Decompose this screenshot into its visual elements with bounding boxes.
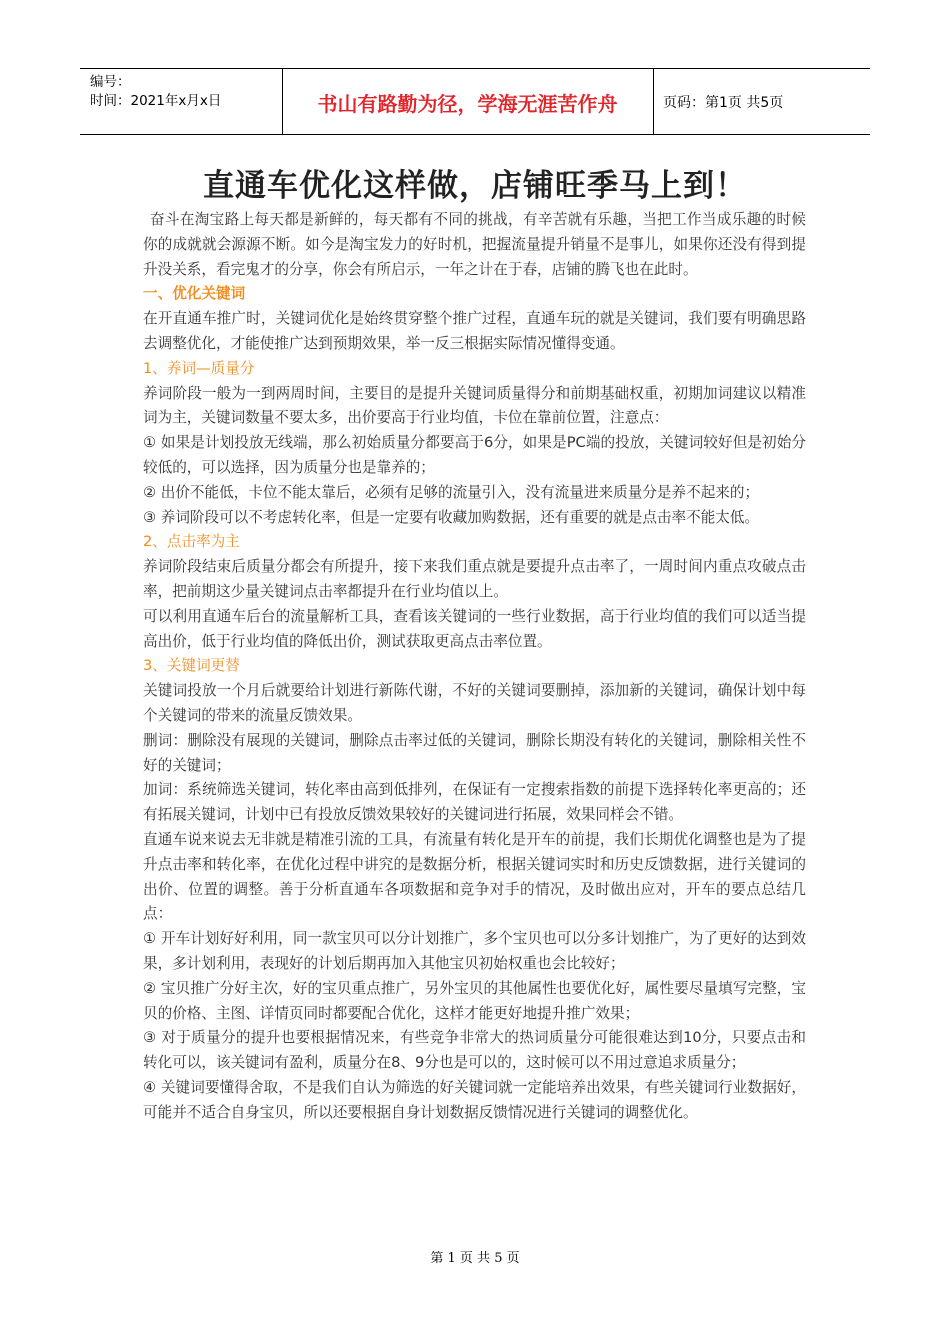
body-paragraph: ② 出价不能低，卡位不能太靠后，必须有足够的流量引入，没有流量进来质量分是养不起来的； xyxy=(143,483,760,501)
body-paragraph: ① 如果是计划投放无线端，那么初始质量分都要高于6分，如果是PC端的投放，关键词较好但是初始分较低的，可以选择，因为质量分也是靠养的； xyxy=(143,434,806,476)
subsection-heading: 1、养词—质量分 xyxy=(143,359,255,377)
body-paragraph: 直通车说来说去无非就是精准引流的工具，有流量有转化是开车的前提，我们长期优化调整也是为了提升点击率和转化率，在优化过程中讲究的是数据分析，根据关键词实时和历史反馈数据，进行关键词的出价、位置的调整。善于分析直通车各项数据和竞争对手的情况，及时做出应对，开车的要点总结几点： xyxy=(143,830,806,923)
body-paragraph: 关键词投放一个月后就要给计划进行新陈代谢，不好的关键词要删掉，添加新的关键词，确保计划中每个关键词的带来的流量反馈效果。 xyxy=(143,682,806,724)
body-paragraph: 养词阶段一般为一到两周时间，主要目的是提升关键词质量得分和前期基础权重，初期加词建议以精准词为主，关键词数量不要太多，出价要高于行业均值，卡位在靠前位置，注意点： xyxy=(143,384,806,427)
subsection-heading: 3、关键词更替 xyxy=(143,657,240,675)
body-paragraph: ① 开车计划好好利用，同一款宝贝可以分计划推广，多个宝贝也可以分多计划推广，为了更好的达到效果，多计划利用，表现好的计划后期再加入其他宝贝初始权重也会比较好； xyxy=(143,930,806,972)
body-paragraph: ④ 关键词要懂得舍取，不是我们自认为筛选的好关键词就一定能培养出效果，有些关键词行业数据好，可能并不适合自身宝贝，所以还要根据自身计划数据反馈情况进行关键词的调整优化。 xyxy=(143,1078,806,1121)
body-paragraph: ③ 对于质量分的提升也要根据情况来，有些竞争非常大的热词质量分可能很难达到10分，只要点击和转化可以，该关键词有盈利，质量分在8、9分也是可以的，这时候可以不用过意追求质量分； xyxy=(143,1029,806,1072)
document-header xyxy=(80,68,870,135)
body-paragraph: 养词阶段结束后质量分都会有所提升，接下来我们重点就是要提升点击率了，一周时间内重点攻破点击率，把前期这少量关键词点击率都提升在行业均值以上。 xyxy=(143,558,806,600)
body-paragraph: 删词：删除没有展现的关键词，删除点击率过低的关键词，删除长期没有转化的关键词，删除相关性不好的关键词； xyxy=(143,731,806,774)
body-paragraph: 加词：系统筛选关键词，转化率由高到低排列，在保证有一定搜索指数的前提下选择转化率更高的；还有拓展关键词，计划中已有投放反馈效果较好的关键词进行拓展，效果同样会不错。 xyxy=(143,781,806,824)
subsection-heading: 2、点击率为主 xyxy=(143,533,240,551)
section-heading: 一、优化关键词 xyxy=(143,285,246,303)
header-divider-right xyxy=(653,69,654,134)
document-body xyxy=(143,208,806,1125)
header-number-label: 编号： xyxy=(90,74,131,90)
body-paragraph: ② 宝贝推广分好主次，好的宝贝重点推广，另外宝贝的其他属性也要优化好，属性要尽量填写完整，宝贝的价格、主图、详情页同时都要配合优化，这样才能更好地提升推广效果； xyxy=(143,979,806,1022)
body-paragraph: ③ 养词阶段可以不考虑转化率，但是一定要有收藏加购数据，还有重要的就是点击率不能太低。 xyxy=(143,508,760,526)
header-motto: 书山有路勤为径，学海无涯苦作舟 xyxy=(317,91,618,116)
body-paragraph: 在开直通车推广时，关键词优化是始终贯穿整个推广过程，直通车玩的就是关键词，我们要有明确思路去调整优化，才能使推广达到预期效果，举一反三根据实际情况懂得变通。 xyxy=(143,310,806,352)
header-date-label: 时间：2021年x月x日 xyxy=(90,93,222,109)
page-footer: 第 1 页 共 5 页 xyxy=(430,1251,520,1266)
body-paragraph: 可以利用直通车后台的流量解析工具，查看该关键词的一些行业数据，高于行业均值的我们可以适当提高出价，低于行业均值的降低出价，测试获取更高点击率位置。 xyxy=(143,607,806,650)
body-paragraph: 奋斗在淘宝路上每天都是新鲜的，每天都有不同的挑战，有辛苦就有乐趣，当把工作当成乐趣的时候你的成就就会源源不断。如今是淘宝发力的好时机，把握流量提升销量不是事儿，如果你还没有得到提升没关系，看完鬼才的分享，你会有所启示，一年之计在于春，店铺的腾飞也在此时。 xyxy=(143,211,806,278)
header-meta xyxy=(90,73,221,111)
header-page-label: 页码：第1页 共5页 xyxy=(663,95,784,111)
document-title: 直通车优化这样做，店铺旺季马上到！ xyxy=(203,168,747,204)
